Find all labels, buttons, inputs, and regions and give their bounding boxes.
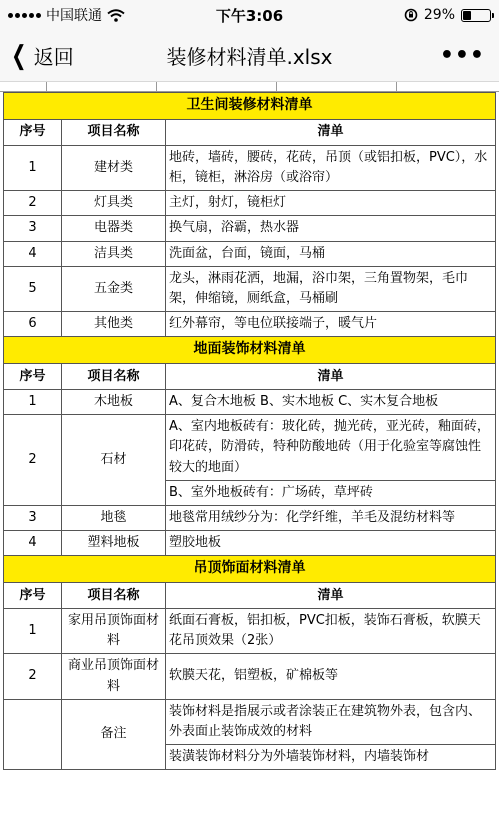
row-number-cell[interactable]: 3 [4,505,62,530]
column-header[interactable]: 清单 [166,364,496,390]
row-number-cell[interactable]: 2 [4,191,62,216]
item-list-cell[interactable]: 软膜天花，铝塑板，矿棉板等 [166,654,496,699]
column-header[interactable]: 序号 [4,583,62,609]
signal-strength-icon [8,13,41,18]
item-name-cell[interactable]: 地毯 [62,505,166,530]
table-row [4,530,496,555]
table-row [4,216,496,241]
table-row [4,654,496,699]
column-header[interactable]: 序号 [4,364,62,390]
table-row [4,415,496,480]
column-header[interactable]: 项目名称 [62,120,166,146]
more-options-button[interactable]: ••• [439,43,485,68]
row-number-cell[interactable]: 2 [4,415,62,506]
row-number-cell[interactable]: 5 [4,266,62,311]
row-number-cell[interactable]: 1 [4,390,62,415]
section-title[interactable]: 地面装饰材料清单 [4,337,496,364]
nav-bar [0,30,499,82]
row-number-cell[interactable]: 1 [4,146,62,191]
battery-icon [461,9,491,22]
item-list-cell[interactable]: A、室内地板砖有：玻化砖，抛光砖，亚光砖，釉面砖，印花砖，防滑砖，特种防酸地砖（用于化验室等腐蚀性较大的地面） [166,415,496,480]
column-header-row [4,364,496,390]
status-time: 下午3:06 [215,6,284,25]
item-name-cell[interactable]: 建材类 [62,146,166,191]
status-bar [0,0,499,30]
sheet-top-strip [0,82,499,92]
item-name-cell[interactable]: 家用吊顶饰面材料 [62,609,166,654]
battery-level [463,11,471,20]
item-name-cell[interactable]: 商业吊顶饰面材料 [62,654,166,699]
column-header-row [4,583,496,609]
section-title[interactable]: 吊顶饰面材料清单 [4,556,496,583]
item-name-cell[interactable]: 灯具类 [62,191,166,216]
item-name-cell[interactable]: 洁具类 [62,241,166,266]
item-name-cell[interactable]: 其他类 [62,311,166,336]
row-number-cell[interactable]: 1 [4,609,62,654]
table-row [4,390,496,415]
item-list-cell[interactable]: 换气扇，浴霸，热水器 [166,216,496,241]
carrier-label: 中国联通 [46,8,102,24]
column-header-row [4,120,496,146]
row-number-cell[interactable] [4,699,62,769]
item-list-cell[interactable]: 装潢装饰材料分为外墙装饰材料，内墙装饰材 [166,744,496,769]
item-list-cell[interactable]: 地毯常用绒纱分为：化学纤维，羊毛及混纺材料等 [166,505,496,530]
table-row [4,699,496,744]
item-list-cell[interactable]: B、室外地板砖有：广场砖，草坪砖 [166,480,496,505]
section-title-row [4,337,496,364]
item-list-cell[interactable]: 装饰材料是指展示或者涂装正在建筑物外表，包含内、外表面止装饰成效的材料 [166,699,496,744]
section-title[interactable]: 卫生间装修材料清单 [4,93,496,120]
rotation-lock-icon [404,8,418,22]
item-name-cell[interactable]: 五金类 [62,266,166,311]
table-row [4,266,496,311]
item-list-cell[interactable]: 纸面石膏板，铝扣板，PVC扣板，装饰石膏板，软膜天花吊顶效果（2张） [166,609,496,654]
item-name-cell[interactable]: 石材 [62,415,166,506]
column-header[interactable]: 清单 [166,120,496,146]
back-label: 返回 [33,45,74,69]
column-header[interactable]: 序号 [4,120,62,146]
section-title-row [4,556,496,583]
row-number-cell[interactable]: 3 [4,216,62,241]
battery-percent: 29% [423,7,455,23]
item-list-cell[interactable]: 洗面盆，台面，镜面，马桶 [166,241,496,266]
table-row [4,505,496,530]
table-row [4,191,496,216]
item-list-cell[interactable]: 地砖，墙砖，腰砖，花砖，吊顶（或铝扣板，PVC），水柜，镜柜，淋浴房（或浴帘） [166,146,496,191]
item-name-cell[interactable]: 木地板 [62,390,166,415]
row-number-cell[interactable]: 2 [4,654,62,699]
table-row [4,609,496,654]
row-number-cell[interactable]: 4 [4,530,62,555]
item-name-cell[interactable]: 备注 [62,699,166,769]
item-list-cell[interactable]: 龙头，淋雨花洒，地漏，浴巾架，三角置物架，毛巾架，伸缩镜，厕纸盒，马桶刷 [166,266,496,311]
materials-table [3,92,496,770]
item-list-cell[interactable]: 主灯，射灯，镜柜灯 [166,191,496,216]
table-row [4,311,496,336]
spreadsheet-view[interactable] [0,82,499,835]
section-title-row [4,93,496,120]
column-header[interactable]: 清单 [166,583,496,609]
status-left [8,5,404,25]
table-row [4,146,496,191]
table-row [4,241,496,266]
row-number-cell[interactable]: 6 [4,311,62,336]
chevron-left-icon: ❮ [11,40,27,71]
row-number-cell[interactable]: 4 [4,241,62,266]
item-name-cell[interactable]: 电器类 [62,216,166,241]
status-right [404,7,491,23]
item-list-cell[interactable]: 塑胶地板 [166,530,496,555]
item-list-cell[interactable]: A、复合木地板 B、实木地板 C、实木复合地板 [166,390,496,415]
column-header[interactable]: 项目名称 [62,583,166,609]
page-title: 装修材料清单.xlsx [166,45,333,69]
wifi-icon [107,9,125,22]
back-button[interactable] [0,30,74,81]
item-list-cell[interactable]: 红外幕帘，等电位联接端子，暖气片 [166,311,496,336]
column-header[interactable]: 项目名称 [62,364,166,390]
item-name-cell[interactable]: 塑料地板 [62,530,166,555]
